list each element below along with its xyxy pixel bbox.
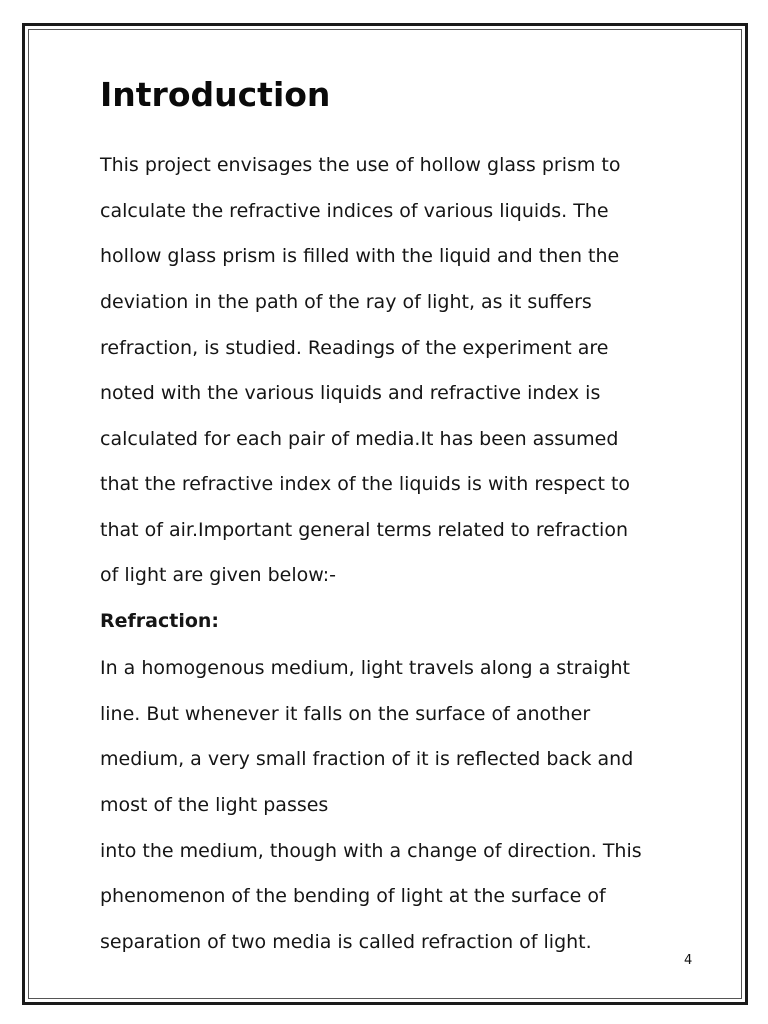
intro-line: This project envisages the use of hollow glass prism to — [100, 154, 621, 176]
refraction-line: separation of two media is called refraction of light. — [100, 931, 592, 953]
section-heading-refraction: Refraction: — [100, 610, 220, 632]
intro-line: calculated for each pair of media.It has been assumed — [100, 428, 619, 450]
page-number: 4 — [684, 953, 693, 968]
refraction-line: line. But whenever it falls on the surface of another — [100, 703, 591, 725]
intro-line: that the refractive index of the liquids is with respect to — [100, 473, 631, 495]
intro-line: noted with the various liquids and refractive index is — [100, 382, 601, 404]
refraction-line: In a homogenous medium, light travels along a straight — [100, 657, 630, 679]
intro-line: calculate the refractive indices of various liquids. The — [100, 200, 609, 222]
intro-line: deviation in the path of the ray of light, as it suffers — [100, 291, 592, 313]
page-title: Introduction — [100, 75, 331, 114]
refraction-line: medium, a very small fraction of it is reflected back and — [100, 748, 634, 770]
refraction-line: phenomenon of the bending of light at the surface of — [100, 885, 606, 907]
refraction-line: most of the light passes — [100, 794, 329, 816]
intro-line: of light are given below:- — [100, 564, 337, 586]
intro-line: that of air.Important general terms related to refraction — [100, 519, 628, 541]
refraction-line: into the medium, though with a change of direction. This — [100, 840, 642, 862]
intro-line: hollow glass prism is filled with the liquid and then the — [100, 245, 620, 267]
intro-line: refraction, is studied. Readings of the experiment are — [100, 337, 609, 359]
